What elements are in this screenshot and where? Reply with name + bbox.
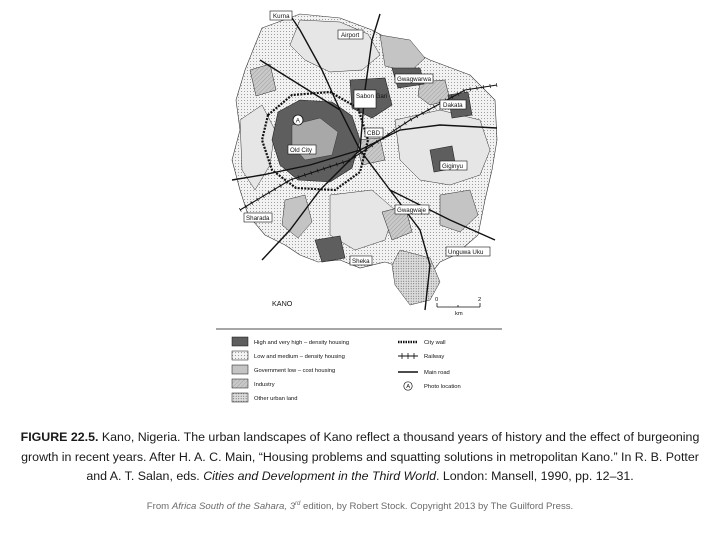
map-legend: [216, 329, 502, 402]
legend-railway: Railway: [424, 354, 445, 360]
source-credit: [0, 501, 720, 512]
map-title: KANO: [272, 299, 293, 308]
legend-swatch-low-medium: [232, 351, 248, 360]
label-gwagwaje: Gwagwaje: [397, 207, 426, 214]
label-old-city: Old City: [290, 147, 313, 154]
label-airport: Airport: [341, 32, 360, 39]
label-cbd: CBD: [367, 130, 381, 137]
label-sharada: Sharada: [246, 215, 270, 222]
scale-bar: [435, 297, 481, 317]
caption-book-title: Cities and Development in the Third World: [203, 469, 436, 483]
kano-map: [214, 8, 504, 413]
source-prefix: From: [146, 501, 172, 513]
svg-text:km: km: [455, 311, 463, 317]
label-kurna: Kurna: [273, 13, 290, 20]
source-book: Africa South of the Sahara, 3: [171, 501, 296, 513]
legend-swatch-government: [232, 365, 248, 374]
legend-other: Other urban land: [254, 396, 298, 402]
legend-swatch-railway: [398, 353, 418, 359]
figure-label: FIGURE 22.5.: [20, 430, 99, 444]
legend-swatch-industry: [232, 379, 248, 388]
legend-swatch-other: [232, 393, 248, 402]
legend-swatch-photo: [404, 382, 412, 390]
legend-industry: Industry: [254, 382, 275, 388]
label-sheka: Sheka: [352, 258, 370, 265]
legend-swatch-high-density: [232, 337, 248, 346]
legend-photo-location: Photo location: [424, 384, 461, 390]
source-edition-sup: rd: [295, 501, 301, 507]
figure-caption: [18, 428, 702, 487]
label-gwagwarwa: Gwagwarwa: [397, 76, 432, 83]
label-unguwa-uku: Unguwa Uku: [448, 249, 484, 256]
legend-main-road: Main road: [424, 370, 450, 376]
svg-text:0: 0: [435, 297, 439, 303]
source-suffix: edition, by Robert Stock. Copyright 2013 by The Guilford Press.: [300, 501, 574, 513]
legend-government: Government low – cost housing: [254, 368, 336, 374]
legend-low-medium: Low and medium – density housing: [254, 354, 345, 360]
svg-text:A: A: [295, 117, 300, 125]
label-dakata: Dakata: [443, 102, 463, 109]
caption-text-2: . London: Mansell, 1990, pp. 12–31.: [435, 469, 634, 483]
legend-city-wall: City wall: [424, 340, 446, 346]
svg-text:A: A: [406, 384, 411, 390]
label-giginyu: Giginyu: [442, 163, 463, 170]
photo-location-marker: [293, 115, 303, 125]
legend-high-density: High and very high – density housing: [254, 340, 350, 346]
caption-text-1: Kano, Nigeria. The urban landscapes of Kano reflect a thousand years of history and the effect of burgeoning growth in recent years. After H. A. C. Main, “Housing problems and squatting solutions in metropolitan Kano.” In R. B. Potter and A. T. Salan, eds.: [21, 430, 700, 483]
label-sabon-gari: Sabon Gari: [356, 93, 388, 100]
svg-text:2: 2: [478, 297, 482, 303]
